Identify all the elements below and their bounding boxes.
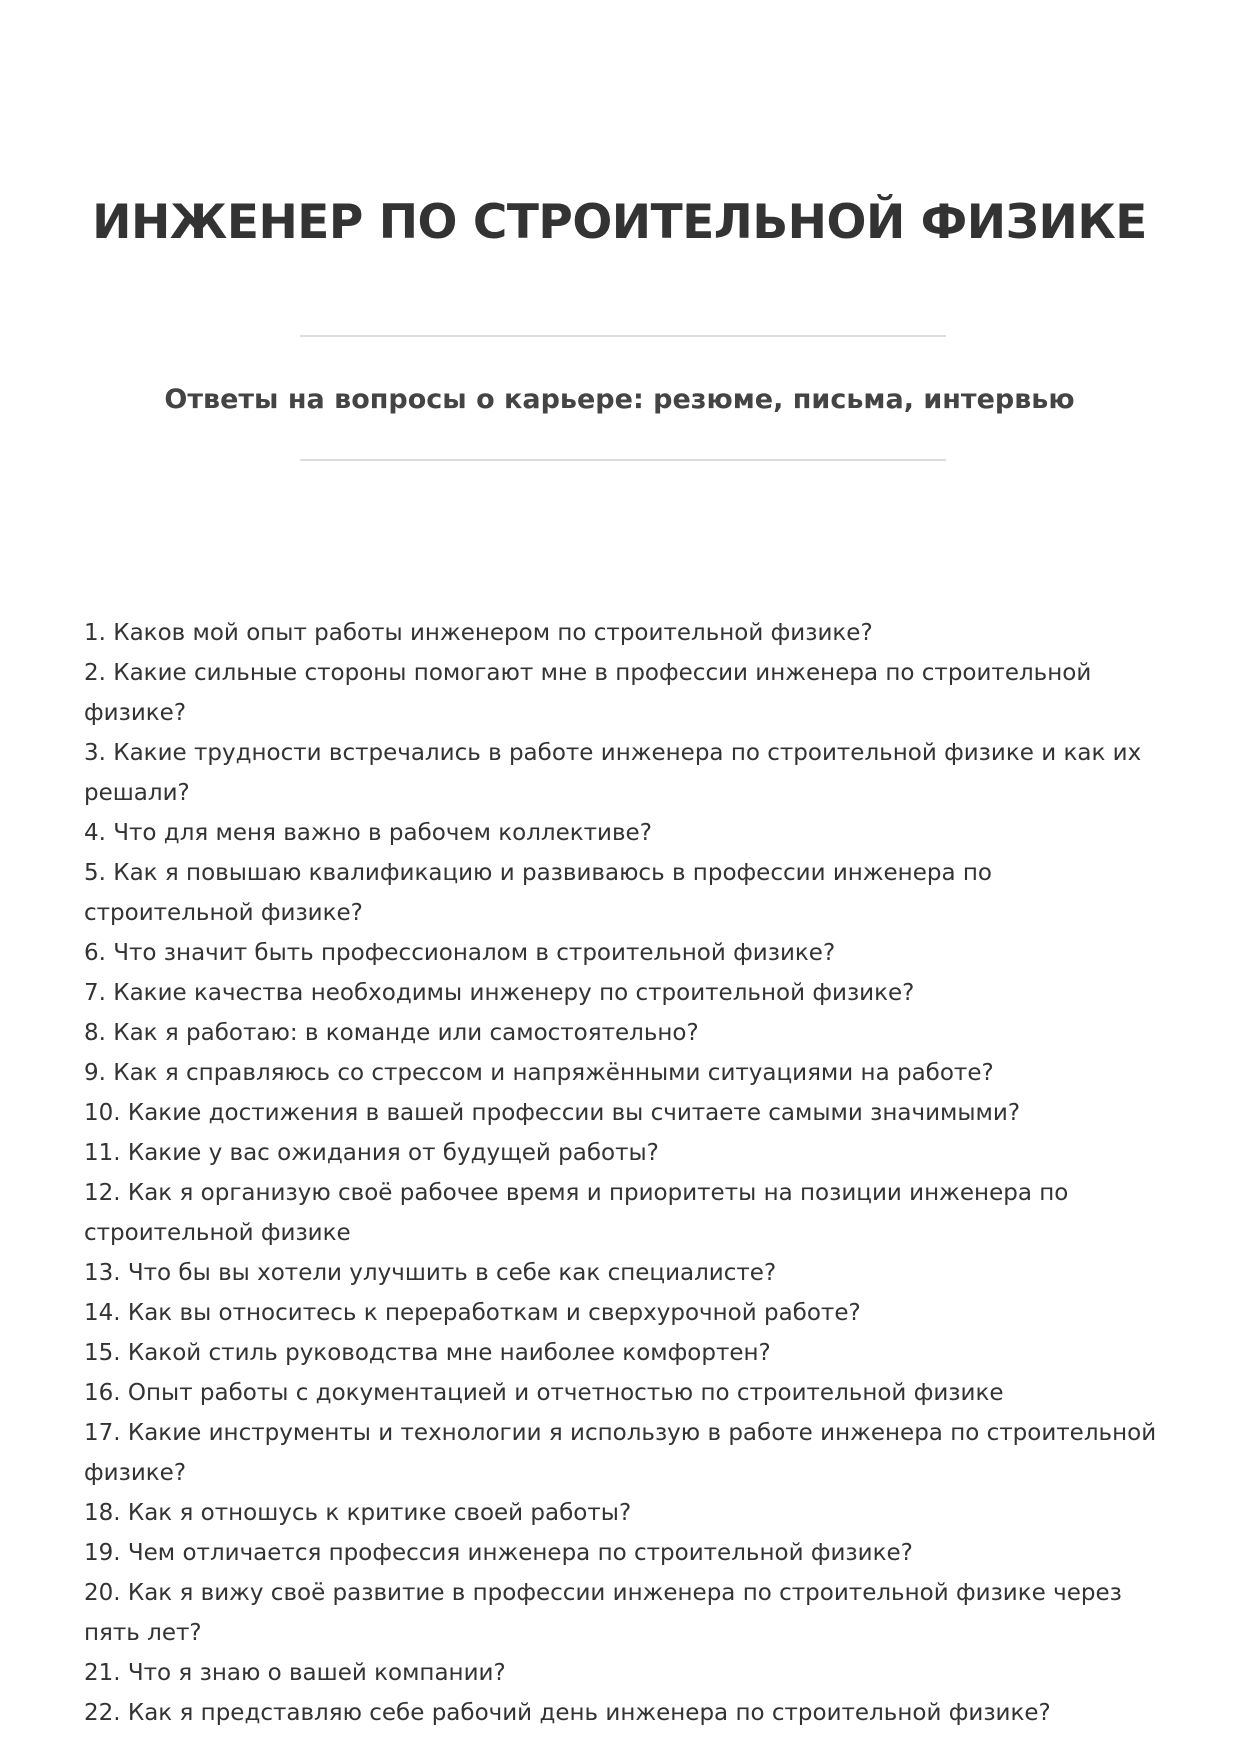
question-item: 17. Какие инструменты и технологии я использую в работе инженера по строительной физике? — [84, 1420, 1157, 1486]
question-item: 4. Что для меня важно в рабочем коллективе? — [84, 820, 652, 846]
divider-top — [300, 335, 946, 337]
question-list — [84, 613, 1164, 1733]
question-item: 20. Как я вижу своё развитие в профессии инженера по строительной физике через пять лет? — [84, 1580, 1122, 1646]
page-title: ИНЖЕНЕР ПО СТРОИТЕЛЬНОЙ ФИЗИКЕ — [92, 195, 1147, 250]
page-subtitle: Ответы на вопросы о карьере: резюме, письма, интервью — [164, 384, 1075, 415]
question-item: 2. Какие сильные стороны помогают мне в профессии инженера по строительной физике? — [84, 660, 1092, 726]
question-item: 13. Что бы вы хотели улучшить в себе как специалисте? — [84, 1260, 777, 1286]
question-item: 1. Каков мой опыт работы инженером по строительной физике? — [84, 620, 873, 646]
question-item: 22. Как я представляю себе рабочий день инженера по строительной физике? — [84, 1700, 1051, 1726]
question-item: 6. Что значит быть профессионалом в строительной физике? — [84, 940, 836, 966]
question-item: 11. Какие у вас ожидания от будущей работы? — [84, 1140, 659, 1166]
question-item: 14. Как вы относитесь к переработкам и сверхурочной работе? — [84, 1300, 861, 1326]
divider-bottom — [300, 459, 946, 461]
question-item: 18. Как я отношусь к критике своей работы? — [84, 1500, 632, 1526]
question-item: 9. Как я справляюсь со стрессом и напряжёнными ситуациями на работе? — [84, 1060, 994, 1086]
question-item: 19. Чем отличается профессия инженера по строительной физике? — [84, 1540, 913, 1566]
question-item: 21. Что я знаю о вашей компании? — [84, 1660, 506, 1686]
question-item: 5. Как я повышаю квалификацию и развиваюсь в профессии инженера по строительной физике? — [84, 860, 992, 926]
question-item: 10. Какие достижения в вашей профессии вы считаете самыми значимыми? — [84, 1100, 1021, 1126]
question-item: 16. Опыт работы с документацией и отчетностью по строительной физике — [84, 1380, 1004, 1406]
question-item: 12. Как я организую своё рабочее время и приоритеты на позиции инженера по строительной физике — [84, 1180, 1069, 1246]
question-item: 15. Какой стиль руководства мне наиболее комфортен? — [84, 1340, 771, 1366]
question-item: 3. Какие трудности встречались в работе инженера по строительной физике и как их решали? — [84, 740, 1142, 806]
question-item: 8. Как я работаю: в команде или самостоятельно? — [84, 1020, 699, 1046]
question-item: 7. Какие качества необходимы инженеру по строительной физике? — [84, 980, 915, 1006]
